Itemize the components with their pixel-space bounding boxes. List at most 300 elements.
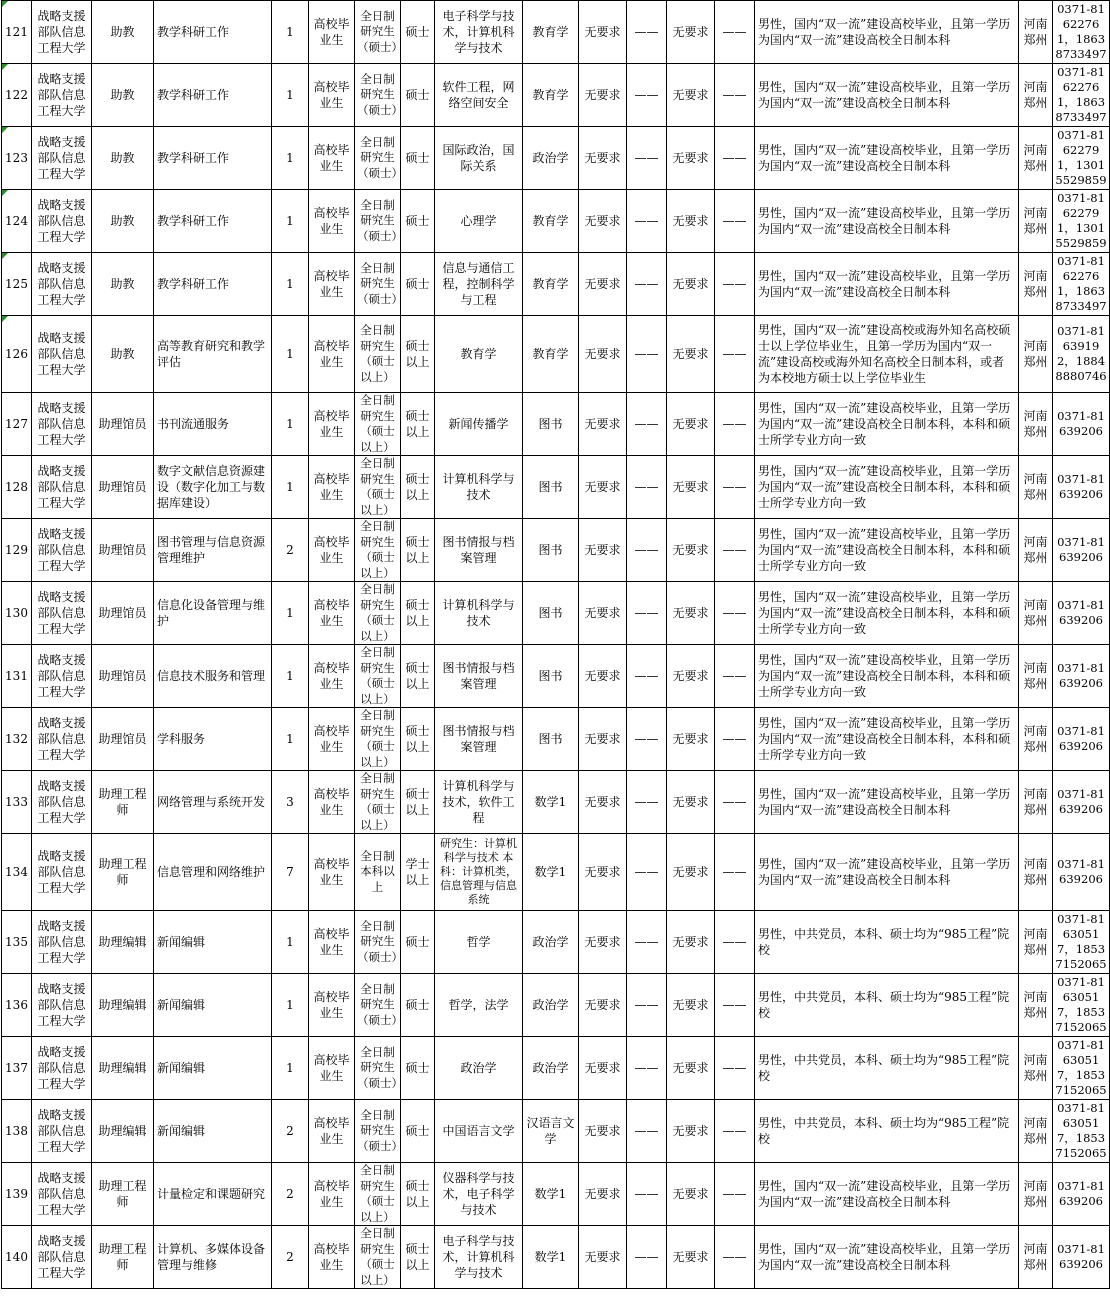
- cell-candidate-source: 高校毕业生: [309, 316, 355, 393]
- cell-job-duty: 新闻编辑: [154, 1037, 272, 1100]
- table-row: [2, 456, 1110, 519]
- cell-requirement-c: 无要求: [667, 519, 715, 582]
- cell-job-duty: 数字文献信息资源建设（数字化加工与数据库建设）: [154, 456, 272, 519]
- cell-work-location: 河南郑州: [1019, 1100, 1053, 1163]
- cell-employer-name: 战略支援部队信息工程大学: [32, 127, 92, 190]
- cell-work-location: 河南郑州: [1019, 253, 1053, 316]
- cell-requirement-a: 无要求: [579, 645, 627, 708]
- cell-other-requirements: 男性，国内“双一流”建设高校毕业，且第一学历为国内“双一流”建设高校全日制本科: [755, 771, 1019, 834]
- cell-headcount: 1: [272, 316, 309, 393]
- cell-requirement-a: 无要求: [579, 1037, 627, 1100]
- cell-position-title: 助理馆员: [92, 645, 154, 708]
- cell-other-requirements: 男性，国内“双一流”建设高校毕业，且第一学历为国内“双一流”建设高校全日制本科: [755, 190, 1019, 253]
- cell-requirement-b: ——: [627, 316, 667, 393]
- cell-education-level: 全日制研究生（硕士）: [355, 1037, 401, 1100]
- cell-work-location: 河南郑州: [1019, 1226, 1053, 1289]
- cell-major: 研究生：计算机科学与技术 本科：计算机类，信息管理与信息系统: [435, 834, 523, 911]
- cell-other-requirements: 男性，国内“双一流”建设高校毕业，且第一学历为国内“双一流”建设高校全日制本科: [755, 1163, 1019, 1226]
- cell-education-level: 全日制本科以上: [355, 834, 401, 911]
- cell-contact-phone: 0371-81639206: [1053, 771, 1110, 834]
- cell-contact-phone: 0371-81622761，18638733497: [1053, 64, 1110, 127]
- cell-requirement-d: ——: [715, 64, 755, 127]
- cell-row-number: 131: [2, 645, 32, 708]
- cell-requirement-d: ——: [715, 519, 755, 582]
- cell-requirement-c: 无要求: [667, 974, 715, 1037]
- cell-requirement-c: 无要求: [667, 1163, 715, 1226]
- table-row: [2, 64, 1110, 127]
- cell-job-duty: 高等教育研究和教学评估: [154, 316, 272, 393]
- cell-employer-name: 战略支援部队信息工程大学: [32, 834, 92, 911]
- cell-employer-name: 战略支援部队信息工程大学: [32, 708, 92, 771]
- cell-job-duty: 信息技术服务和管理: [154, 645, 272, 708]
- cell-candidate-source: 高校毕业生: [309, 582, 355, 645]
- cell-row-number: 128: [2, 456, 32, 519]
- cell-employer-name: 战略支援部队信息工程大学: [32, 974, 92, 1037]
- cell-headcount: 3: [272, 771, 309, 834]
- cell-other-requirements: 男性，国内“双一流”建设高校毕业，且第一学历为国内“双一流”建设高校全日制本科: [755, 253, 1019, 316]
- cell-work-location: 河南郑州: [1019, 1163, 1053, 1226]
- table-row: [2, 645, 1110, 708]
- cell-requirement-c: 无要求: [667, 127, 715, 190]
- cell-degree: 硕士以上: [401, 645, 435, 708]
- cell-position-title: 助理编辑: [92, 911, 154, 974]
- cell-major: 计算机科学与技术: [435, 582, 523, 645]
- cell-job-duty: 教学科研工作: [154, 190, 272, 253]
- cell-headcount: 1: [272, 127, 309, 190]
- cell-exam-subject: 汉语言文学: [523, 1100, 579, 1163]
- cell-contact-phone: 0371-81630517，18537152065: [1053, 1037, 1110, 1100]
- cell-requirement-d: ——: [715, 708, 755, 771]
- cell-position-title: 助教: [92, 190, 154, 253]
- cell-requirement-a: 无要求: [579, 393, 627, 456]
- cell-headcount: 2: [272, 1163, 309, 1226]
- cell-work-location: 河南郑州: [1019, 834, 1053, 911]
- cell-candidate-source: 高校毕业生: [309, 1163, 355, 1226]
- cell-requirement-c: 无要求: [667, 64, 715, 127]
- cell-requirement-b: ——: [627, 1163, 667, 1226]
- cell-requirement-b: ——: [627, 1037, 667, 1100]
- cell-requirement-b: ——: [627, 253, 667, 316]
- cell-candidate-source: 高校毕业生: [309, 1226, 355, 1289]
- cell-degree: 硕士以上: [401, 316, 435, 393]
- cell-row-number: 124: [2, 190, 32, 253]
- cell-work-location: 河南郑州: [1019, 456, 1053, 519]
- table-row: [2, 1100, 1110, 1163]
- cell-requirement-a: 无要求: [579, 127, 627, 190]
- cell-requirement-b: ——: [627, 834, 667, 911]
- cell-requirement-b: ——: [627, 1100, 667, 1163]
- cell-other-requirements: 男性，国内“双一流”建设高校毕业，且第一学历为国内“双一流”建设高校全日制本科: [755, 127, 1019, 190]
- cell-contact-phone: 0371-81622761，18638733497: [1053, 1, 1110, 64]
- cell-employer-name: 战略支援部队信息工程大学: [32, 911, 92, 974]
- cell-requirement-c: 无要求: [667, 393, 715, 456]
- cell-candidate-source: 高校毕业生: [309, 127, 355, 190]
- cell-exam-subject: 数学1: [523, 834, 579, 911]
- cell-requirement-c: 无要求: [667, 253, 715, 316]
- cell-exam-subject: 教育学: [523, 316, 579, 393]
- cell-requirement-d: ——: [715, 645, 755, 708]
- cell-requirement-d: ——: [715, 393, 755, 456]
- cell-headcount: 1: [272, 582, 309, 645]
- cell-requirement-d: ——: [715, 127, 755, 190]
- cell-major: 软件工程，网络空间安全: [435, 64, 523, 127]
- cell-row-number: 123: [2, 127, 32, 190]
- cell-job-duty: 新闻编辑: [154, 974, 272, 1037]
- cell-degree: 硕士以上: [401, 519, 435, 582]
- cell-candidate-source: 高校毕业生: [309, 1100, 355, 1163]
- cell-requirement-a: 无要求: [579, 911, 627, 974]
- cell-requirement-c: 无要求: [667, 834, 715, 911]
- cell-other-requirements: 男性，国内“双一流”建设高校毕业，且第一学历为国内“双一流”建设高校全日制本科: [755, 834, 1019, 911]
- cell-contact-phone: 0371-81639192，18848880746: [1053, 316, 1110, 393]
- cell-employer-name: 战略支援部队信息工程大学: [32, 316, 92, 393]
- cell-requirement-a: 无要求: [579, 582, 627, 645]
- cell-major: 电子科学与技术，计算机科学与技术: [435, 1226, 523, 1289]
- cell-row-number: 130: [2, 582, 32, 645]
- cell-row-number: 126: [2, 316, 32, 393]
- cell-row-number: 140: [2, 1226, 32, 1289]
- cell-requirement-a: 无要求: [579, 1100, 627, 1163]
- table-row: [2, 316, 1110, 393]
- cell-headcount: 2: [272, 1226, 309, 1289]
- cell-other-requirements: 男性，国内“双一流”建设高校毕业，且第一学历为国内“双一流”建设高校全日制本科，本科和硕士所学专业方向一致: [755, 708, 1019, 771]
- cell-work-location: 河南郑州: [1019, 127, 1053, 190]
- cell-position-title: 助理工程师: [92, 1163, 154, 1226]
- cell-position-title: 助理工程师: [92, 1226, 154, 1289]
- cell-contact-phone: 0371-81639206: [1053, 1163, 1110, 1226]
- cell-major: 计算机科学与技术: [435, 456, 523, 519]
- cell-job-duty: 信息化设备管理与维护: [154, 582, 272, 645]
- cell-contact-phone: 0371-81639206: [1053, 519, 1110, 582]
- cell-education-level: 全日制研究生（硕士）: [355, 911, 401, 974]
- cell-major: 哲学: [435, 911, 523, 974]
- cell-other-requirements: 男性，国内“双一流”建设高校毕业，且第一学历为国内“双一流”建设高校全日制本科: [755, 64, 1019, 127]
- cell-job-duty: 信息管理和网络维护: [154, 834, 272, 911]
- cell-headcount: 1: [272, 911, 309, 974]
- cell-position-title: 助理工程师: [92, 771, 154, 834]
- cell-position-title: 助理工程师: [92, 834, 154, 911]
- table-row: [2, 1226, 1110, 1289]
- cell-education-level: 全日制研究生（硕士）: [355, 1, 401, 64]
- cell-other-requirements: 男性，中共党员，本科、硕士均为“985工程”院校: [755, 911, 1019, 974]
- cell-headcount: 1: [272, 645, 309, 708]
- cell-job-duty: 教学科研工作: [154, 253, 272, 316]
- cell-candidate-source: 高校毕业生: [309, 1, 355, 64]
- cell-requirement-c: 无要求: [667, 911, 715, 974]
- cell-requirement-d: ——: [715, 911, 755, 974]
- cell-degree: 硕士: [401, 253, 435, 316]
- cell-exam-subject: 政治学: [523, 974, 579, 1037]
- cell-candidate-source: 高校毕业生: [309, 974, 355, 1037]
- cell-row-number: 139: [2, 1163, 32, 1226]
- cell-degree: 硕士: [401, 127, 435, 190]
- cell-requirement-d: ——: [715, 1163, 755, 1226]
- cell-requirement-d: ——: [715, 834, 755, 911]
- table-row: [2, 708, 1110, 771]
- cell-headcount: 1: [272, 708, 309, 771]
- cell-major: 信息与通信工程，控制科学与工程: [435, 253, 523, 316]
- cell-row-number: 137: [2, 1037, 32, 1100]
- cell-row-number: 136: [2, 974, 32, 1037]
- cell-candidate-source: 高校毕业生: [309, 708, 355, 771]
- cell-requirement-c: 无要求: [667, 190, 715, 253]
- cell-work-location: 河南郑州: [1019, 582, 1053, 645]
- table-row: [2, 393, 1110, 456]
- table-row: [2, 1037, 1110, 1100]
- cell-position-title: 助理馆员: [92, 582, 154, 645]
- cell-major: 图书情报与档案管理: [435, 519, 523, 582]
- cell-headcount: 1: [272, 64, 309, 127]
- cell-employer-name: 战略支援部队信息工程大学: [32, 456, 92, 519]
- cell-degree: 硕士: [401, 1, 435, 64]
- cell-other-requirements: 男性，国内“双一流”建设高校毕业，且第一学历为国内“双一流”建设高校全日制本科，本科和硕士所学专业方向一致: [755, 519, 1019, 582]
- cell-row-number: 127: [2, 393, 32, 456]
- cell-exam-subject: 图书: [523, 708, 579, 771]
- cell-headcount: 2: [272, 1100, 309, 1163]
- cell-employer-name: 战略支援部队信息工程大学: [32, 1037, 92, 1100]
- cell-headcount: 7: [272, 834, 309, 911]
- cell-other-requirements: 男性，中共党员，本科、硕士均为“985工程”院校: [755, 1100, 1019, 1163]
- cell-row-number: 133: [2, 771, 32, 834]
- cell-requirement-d: ——: [715, 456, 755, 519]
- table-row: [2, 834, 1110, 911]
- cell-requirement-c: 无要求: [667, 1037, 715, 1100]
- cell-education-level: 全日制研究生（硕士以上）: [355, 316, 401, 393]
- cell-requirement-b: ——: [627, 708, 667, 771]
- cell-major: 国际政治，国际关系: [435, 127, 523, 190]
- cell-other-requirements: 男性，国内“双一流”建设高校毕业，且第一学历为国内“双一流”建设高校全日制本科，本科和硕士所学专业方向一致: [755, 582, 1019, 645]
- cell-position-title: 助教: [92, 1, 154, 64]
- cell-exam-subject: 教育学: [523, 1, 579, 64]
- cell-work-location: 河南郑州: [1019, 708, 1053, 771]
- cell-employer-name: 战略支援部队信息工程大学: [32, 393, 92, 456]
- cell-education-level: 全日制研究生（硕士以上）: [355, 456, 401, 519]
- cell-requirement-a: 无要求: [579, 1163, 627, 1226]
- cell-requirement-b: ——: [627, 911, 667, 974]
- cell-other-requirements: 男性，国内“双一流”建设高校毕业，且第一学历为国内“双一流”建设高校全日制本科，本科和硕士所学专业方向一致: [755, 393, 1019, 456]
- cell-requirement-d: ——: [715, 582, 755, 645]
- cell-requirement-b: ——: [627, 1226, 667, 1289]
- cell-education-level: 全日制研究生（硕士以上）: [355, 771, 401, 834]
- cell-job-duty: 书刊流通服务: [154, 393, 272, 456]
- cell-degree: 硕士: [401, 1100, 435, 1163]
- cell-position-title: 助理馆员: [92, 393, 154, 456]
- cell-work-location: 河南郑州: [1019, 974, 1053, 1037]
- cell-headcount: 1: [272, 1037, 309, 1100]
- cell-work-location: 河南郑州: [1019, 1, 1053, 64]
- cell-candidate-source: 高校毕业生: [309, 253, 355, 316]
- cell-exam-subject: 政治学: [523, 911, 579, 974]
- recruitment-table: [1, 0, 1110, 1289]
- cell-exam-subject: 图书: [523, 519, 579, 582]
- cell-major: 教育学: [435, 316, 523, 393]
- cell-other-requirements: 男性，国内“双一流”建设高校毕业，且第一学历为国内“双一流”建设高校全日制本科，本科和硕士所学专业方向一致: [755, 645, 1019, 708]
- cell-job-duty: 计量检定和课题研究: [154, 1163, 272, 1226]
- cell-exam-subject: 政治学: [523, 127, 579, 190]
- cell-exam-subject: 图书: [523, 645, 579, 708]
- cell-position-title: 助理馆员: [92, 708, 154, 771]
- cell-major: 图书情报与档案管理: [435, 645, 523, 708]
- cell-requirement-c: 无要求: [667, 456, 715, 519]
- cell-work-location: 河南郑州: [1019, 190, 1053, 253]
- cell-requirement-a: 无要求: [579, 974, 627, 1037]
- cell-degree: 硕士以上: [401, 1226, 435, 1289]
- cell-exam-subject: 教育学: [523, 190, 579, 253]
- cell-row-number: 129: [2, 519, 32, 582]
- cell-position-title: 助理编辑: [92, 974, 154, 1037]
- cell-row-number: 122: [2, 64, 32, 127]
- table-row: [2, 974, 1110, 1037]
- cell-requirement-c: 无要求: [667, 708, 715, 771]
- cell-candidate-source: 高校毕业生: [309, 911, 355, 974]
- cell-candidate-source: 高校毕业生: [309, 645, 355, 708]
- cell-job-duty: 计算机、多媒体设备管理与维修: [154, 1226, 272, 1289]
- cell-requirement-d: ——: [715, 190, 755, 253]
- cell-requirement-a: 无要求: [579, 1, 627, 64]
- cell-other-requirements: 男性，国内“双一流”建设高校毕业，且第一学历为国内“双一流”建设高校全日制本科，本科和硕士所学专业方向一致: [755, 456, 1019, 519]
- cell-exam-subject: 数学1: [523, 1163, 579, 1226]
- cell-degree: 硕士以上: [401, 393, 435, 456]
- cell-requirement-a: 无要求: [579, 771, 627, 834]
- cell-requirement-c: 无要求: [667, 771, 715, 834]
- cell-requirement-b: ——: [627, 456, 667, 519]
- cell-other-requirements: 男性，中共党员，本科、硕士均为“985工程”院校: [755, 974, 1019, 1037]
- cell-employer-name: 战略支援部队信息工程大学: [32, 519, 92, 582]
- cell-employer-name: 战略支援部队信息工程大学: [32, 1100, 92, 1163]
- cell-job-duty: 学科服务: [154, 708, 272, 771]
- cell-candidate-source: 高校毕业生: [309, 393, 355, 456]
- cell-major: 电子科学与技术，计算机科学与技术: [435, 1, 523, 64]
- cell-education-level: 全日制研究生（硕士）: [355, 190, 401, 253]
- cell-contact-phone: 0371-81639206: [1053, 1226, 1110, 1289]
- cell-education-level: 全日制研究生（硕士以上）: [355, 519, 401, 582]
- cell-candidate-source: 高校毕业生: [309, 1037, 355, 1100]
- cell-degree: 学士以上: [401, 834, 435, 911]
- cell-degree: 硕士以上: [401, 582, 435, 645]
- cell-requirement-a: 无要求: [579, 708, 627, 771]
- cell-education-level: 全日制研究生（硕士以上）: [355, 645, 401, 708]
- cell-major: 图书情报与档案管理: [435, 708, 523, 771]
- cell-degree: 硕士以上: [401, 456, 435, 519]
- cell-requirement-a: 无要求: [579, 253, 627, 316]
- cell-requirement-a: 无要求: [579, 316, 627, 393]
- cell-headcount: 1: [272, 456, 309, 519]
- cell-headcount: 1: [272, 393, 309, 456]
- cell-contact-phone: 0371-81639206: [1053, 456, 1110, 519]
- cell-requirement-a: 无要求: [579, 519, 627, 582]
- cell-requirement-c: 无要求: [667, 645, 715, 708]
- cell-employer-name: 战略支援部队信息工程大学: [32, 64, 92, 127]
- cell-contact-phone: 0371-81639206: [1053, 708, 1110, 771]
- cell-work-location: 河南郑州: [1019, 316, 1053, 393]
- cell-requirement-d: ——: [715, 1, 755, 64]
- cell-requirement-b: ——: [627, 1, 667, 64]
- cell-headcount: 2: [272, 519, 309, 582]
- cell-employer-name: 战略支援部队信息工程大学: [32, 190, 92, 253]
- cell-job-duty: 教学科研工作: [154, 64, 272, 127]
- cell-education-level: 全日制研究生（硕士以上）: [355, 582, 401, 645]
- cell-exam-subject: 图书: [523, 582, 579, 645]
- cell-headcount: 1: [272, 974, 309, 1037]
- cell-education-level: 全日制研究生（硕士）: [355, 64, 401, 127]
- cell-requirement-d: ——: [715, 771, 755, 834]
- cell-position-title: 助教: [92, 64, 154, 127]
- cell-requirement-b: ——: [627, 127, 667, 190]
- cell-major: 政治学: [435, 1037, 523, 1100]
- cell-exam-subject: 图书: [523, 456, 579, 519]
- cell-requirement-d: ——: [715, 1037, 755, 1100]
- cell-candidate-source: 高校毕业生: [309, 834, 355, 911]
- cell-candidate-source: 高校毕业生: [309, 771, 355, 834]
- cell-contact-phone: 0371-81639206: [1053, 645, 1110, 708]
- cell-major: 仪器科学与技术，电子科学与技术: [435, 1163, 523, 1226]
- table-row: [2, 190, 1110, 253]
- cell-other-requirements: 男性，国内“双一流”建设高校或海外知名高校硕士以上学位毕业生，且第一学历为国内“双一流”建设高校或海外知名高校全日制本科，或者为本校地方硕士以上学位毕业生: [755, 316, 1019, 393]
- cell-requirement-b: ——: [627, 582, 667, 645]
- cell-degree: 硕士: [401, 64, 435, 127]
- cell-position-title: 助理编辑: [92, 1037, 154, 1100]
- cell-position-title: 助理馆员: [92, 456, 154, 519]
- cell-requirement-a: 无要求: [579, 456, 627, 519]
- table-row: [2, 771, 1110, 834]
- cell-work-location: 河南郑州: [1019, 1037, 1053, 1100]
- cell-row-number: 125: [2, 253, 32, 316]
- table-row: [2, 127, 1110, 190]
- cell-requirement-b: ——: [627, 771, 667, 834]
- cell-requirement-b: ——: [627, 645, 667, 708]
- cell-work-location: 河南郑州: [1019, 911, 1053, 974]
- cell-work-location: 河南郑州: [1019, 393, 1053, 456]
- cell-requirement-a: 无要求: [579, 190, 627, 253]
- cell-employer-name: 战略支援部队信息工程大学: [32, 253, 92, 316]
- cell-degree: 硕士: [401, 1037, 435, 1100]
- table-row: [2, 1163, 1110, 1226]
- cell-requirement-b: ——: [627, 974, 667, 1037]
- cell-row-number: 138: [2, 1100, 32, 1163]
- cell-degree: 硕士以上: [401, 771, 435, 834]
- cell-other-requirements: 男性，国内“双一流”建设高校毕业，且第一学历为国内“双一流”建设高校全日制本科: [755, 1226, 1019, 1289]
- cell-requirement-d: ——: [715, 974, 755, 1037]
- cell-employer-name: 战略支援部队信息工程大学: [32, 582, 92, 645]
- cell-exam-subject: 教育学: [523, 253, 579, 316]
- cell-requirement-b: ——: [627, 64, 667, 127]
- cell-requirement-a: 无要求: [579, 64, 627, 127]
- cell-education-level: 全日制研究生（硕士）: [355, 974, 401, 1037]
- cell-requirement-c: 无要求: [667, 316, 715, 393]
- cell-work-location: 河南郑州: [1019, 771, 1053, 834]
- cell-position-title: 助教: [92, 253, 154, 316]
- cell-requirement-c: 无要求: [667, 582, 715, 645]
- cell-candidate-source: 高校毕业生: [309, 64, 355, 127]
- cell-exam-subject: 数学1: [523, 771, 579, 834]
- cell-requirement-a: 无要求: [579, 834, 627, 911]
- cell-education-level: 全日制研究生（硕士以上）: [355, 708, 401, 771]
- cell-candidate-source: 高校毕业生: [309, 456, 355, 519]
- cell-job-duty: 网络管理与系统开发: [154, 771, 272, 834]
- cell-education-level: 全日制研究生（硕士）: [355, 1100, 401, 1163]
- cell-major: 计算机科学与技术，软件工程: [435, 771, 523, 834]
- cell-education-level: 全日制研究生（硕士以上）: [355, 1226, 401, 1289]
- cell-position-title: 助理编辑: [92, 1100, 154, 1163]
- cell-employer-name: 战略支援部队信息工程大学: [32, 1, 92, 64]
- cell-major: 哲学，法学: [435, 974, 523, 1037]
- cell-major: 中国语言文学: [435, 1100, 523, 1163]
- cell-exam-subject: 数学1: [523, 1226, 579, 1289]
- cell-position-title: 助教: [92, 316, 154, 393]
- cell-job-duty: 新闻编辑: [154, 911, 272, 974]
- cell-requirement-c: 无要求: [667, 1226, 715, 1289]
- cell-requirement-d: ——: [715, 316, 755, 393]
